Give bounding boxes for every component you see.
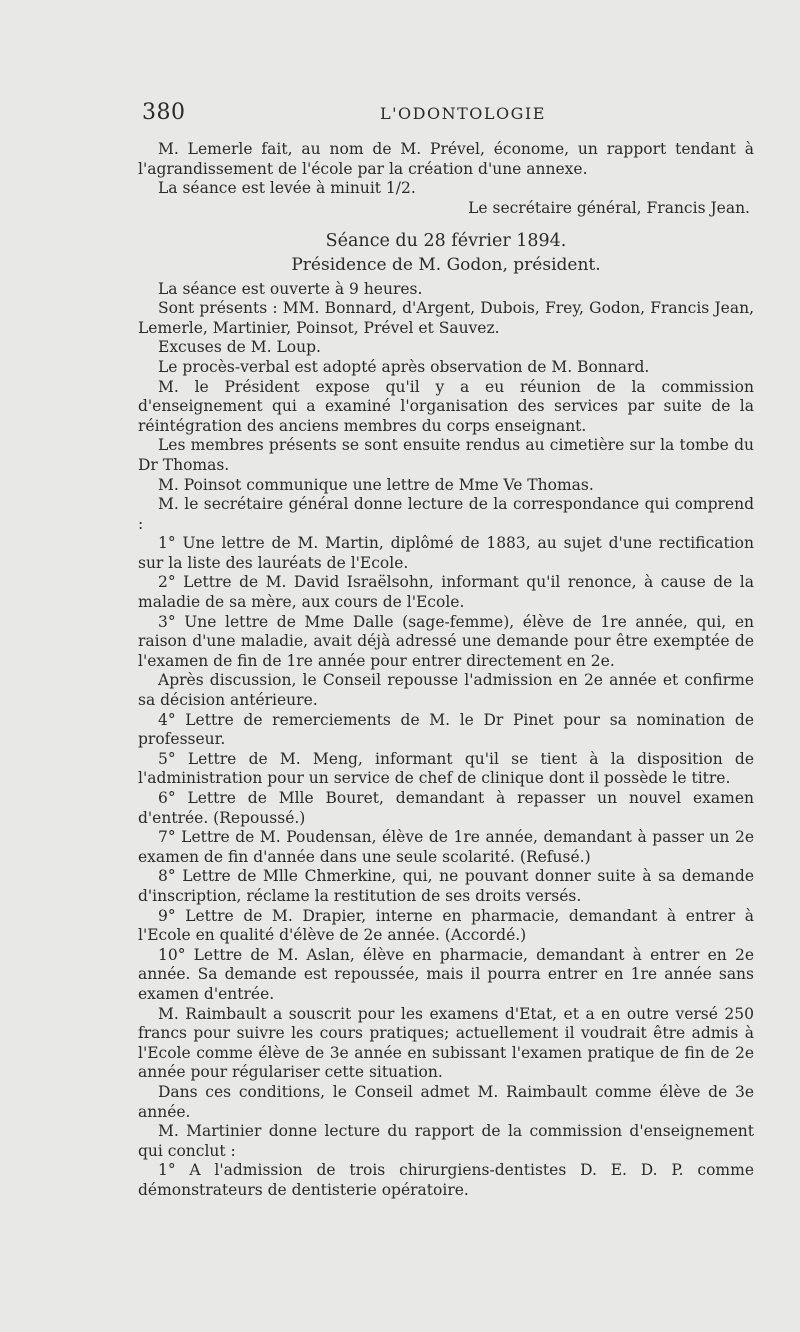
paragraph: 4° Lettre de remerciements de M. le Dr Pinet pour sa nomination de professeur. — [138, 710, 754, 749]
paragraph: 9° Lettre de M. Drapier, interne en pharmacie, demandant à entrer à l'Ecole en qualité d'élève de 2e année. (Accordé.) — [138, 906, 754, 945]
session-title: Séance du 28 février 1894. — [325, 231, 567, 252]
paragraph: La séance est ouverte à 9 heures. — [158, 279, 423, 298]
presidence-line: Présidence de M. Godon, président. — [291, 254, 601, 275]
running-title: L'ODONTOLOGIE — [380, 104, 546, 123]
paragraph: 3° Une lettre de Mme Dalle (sage-femme), élève de 1re année, qui, en raison d'une maladie, avait déjà adressé une demande pour être exemptée de l'examen de fin de 1re année pour entrer directement en 2e. — [138, 612, 754, 670]
page-body — [138, 140, 754, 1200]
paragraph: 1° Une lettre de M. Martin, diplômé de 1883, au sujet d'une rectification sur la liste des lauréats de l'Ecole. — [138, 534, 754, 572]
paragraph: M. le Président expose qu'il y a eu réunion de la commission d'enseignement qui a examiné l'organisation des services par suite de la réintégration des anciens membres du corps enseignant. — [138, 377, 754, 435]
paragraph: M. Raimbault a souscrit pour les examens d'Etat, et a en outre versé 250 francs pour suivre les cours pratiques; actuellement il voudrait être admis à l'Ecole comme élève de 3e année en subissant l'examen pratique de fin de 2e année pour régulariser cette situation. — [138, 1004, 754, 1082]
paragraph: 1° A l'admission de trois chirurgiens-dentistes D. E. D. P. comme démonstrateurs de dentisterie opératoire. — [138, 1161, 754, 1199]
paragraph: M. Lemerle fait, au nom de M. Prével, économe, un rapport tendant à l'agrandissement de l'école par la création d'une annexe. — [138, 140, 754, 178]
page-number: 380 — [142, 100, 186, 125]
paragraph: 8° Lettre de Mlle Chmerkine, qui, ne pouvant donner suite à sa demande d'inscription, réclame la restitution de ses droits versés. — [138, 867, 754, 905]
paragraph: M. Martinier donne lecture du rapport de la commission d'enseignement qui conclut : — [138, 1122, 754, 1160]
paragraph: La séance est levée à minuit 1/2. — [158, 179, 416, 198]
signature: Le secrétaire général, Francis Jean. — [468, 198, 750, 217]
paragraph: Après discussion, le Conseil repousse l'admission en 2e année et confirme sa décision antérieure. — [138, 671, 754, 710]
paragraph: 6° Lettre de Mlle Bouret, demandant à repasser un nouvel examen d'entrée. (Repoussé.) — [138, 789, 754, 827]
paragraph: 10° Lettre de M. Aslan, élève en pharmacie, demandant à entrer en 2e année. Sa demande est repoussée, mais il pourra entrer en 1re année sans examen d'entrée. — [138, 945, 754, 1003]
paragraph: 7° Lettre de M. Poudensan, élève de 1re année, demandant à passer un 2e examen de fin d'année dans une seule scolarité. (Refusé.) — [138, 828, 754, 866]
paragraph: Excuses de M. Loup. — [158, 338, 321, 357]
paragraph: Dans ces conditions, le Conseil admet M. Raimbault comme élève de 3e année. — [138, 1082, 754, 1121]
paragraph: M. Poinsot communique une lettre de Mme Ve Thomas. — [158, 475, 594, 494]
paragraph: 5° Lettre de M. Meng, informant qu'il se tient à la disposition de l'administration pour un service de chef de clinique dont il possède le titre. — [138, 749, 754, 788]
paragraph: Sont présents : MM. Bonnard, d'Argent, Dubois, Frey, Godon, Francis Jean, Lemerle, Martinier, Poinsot, Prével et Sauvez. — [138, 299, 754, 337]
paragraph: M. le secrétaire général donne lecture de la correspondance qui comprend : — [138, 495, 754, 533]
page-header — [142, 100, 752, 128]
paragraph: 2° Lettre de M. David Israëlsohn, informant qu'il renonce, à cause de la maladie de sa mère, aux cours de l'Ecole. — [138, 573, 754, 612]
paragraph: Le procès-verbal est adopté après observation de M. Bonnard. — [158, 357, 650, 376]
paragraph: Les membres présents se sont ensuite rendus au cimetière sur la tombe du Dr Thomas. — [138, 436, 754, 474]
